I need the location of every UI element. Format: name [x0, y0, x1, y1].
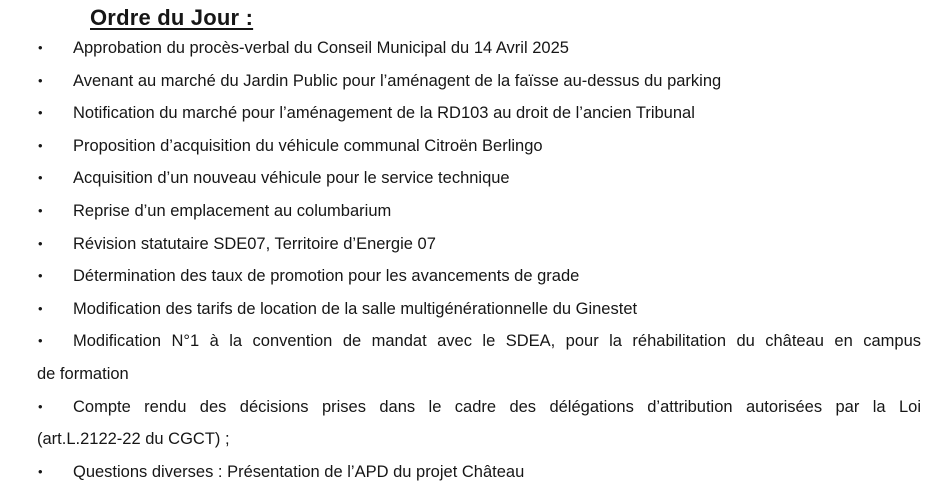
agenda-item-text: Modification des tarifs de location de la salle multigénérationnelle du Ginestet: [73, 299, 638, 318]
agenda-item-text: Approbation du procès-verbal du Conseil Municipal du 14 Avril 2025: [73, 39, 569, 57]
bullet-icon: •: [38, 398, 43, 414]
bullet-icon: •: [38, 72, 43, 88]
agenda-item-text: Questions diverses : Présentation de l’APD du projet Château: [73, 462, 525, 481]
bullet-icon: •: [38, 40, 43, 55]
agenda-item: [0, 162, 947, 195]
bullet-icon: •: [38, 105, 43, 121]
agenda-item: [0, 325, 947, 390]
bullet-icon: •: [38, 463, 43, 479]
agenda-item: [0, 195, 947, 228]
agenda-item-text-continued: (art.L.2122-22 du CGCT) ;: [37, 430, 230, 449]
bullet-icon: •: [38, 137, 43, 153]
bullet-icon: •: [38, 333, 43, 349]
agenda-item: [0, 65, 947, 98]
agenda-item-text: Avenant au marché du Jardin Public pour l’aménagent de la faïsse au-dessus du parking: [73, 71, 722, 90]
agenda-item-text: Notification du marché pour l’aménagement de la RD103 au droit de l’ancien Tribunal: [73, 104, 695, 123]
agenda-item-text: Acquisition d’un nouveau véhicule pour le service technique: [73, 169, 510, 188]
agenda-item: [0, 97, 947, 130]
agenda-item: [0, 32, 947, 65]
bullet-icon: •: [38, 202, 43, 218]
bullet-icon: •: [38, 235, 43, 251]
agenda-item: [0, 391, 947, 456]
agenda-title: Ordre du Jour :: [90, 5, 254, 30]
agenda-item-text: Reprise d’un emplacement au columbarium: [73, 201, 392, 220]
agenda-item: [0, 130, 947, 163]
agenda-item-text: Révision statutaire SDE07, Territoire d’Energie 07: [73, 234, 436, 253]
agenda-item: [0, 456, 947, 489]
bullet-icon: •: [38, 268, 43, 284]
agenda-list: [0, 32, 947, 488]
agenda-item-text: Modification N°1 à la convention de mandat avec le SDEA, pour la réhabilitation du château en campus: [73, 332, 921, 351]
agenda-item: [0, 260, 947, 293]
agenda-item-text: Compte rendu des décisions prises dans le cadre des délégations d’attribution autorisées par la Loi: [73, 397, 921, 416]
bullet-icon: •: [38, 300, 43, 316]
agenda-item-text-continued: de formation: [37, 364, 129, 383]
agenda-item: [0, 228, 947, 261]
agenda-item: [0, 293, 947, 326]
agenda-item-text: Proposition d’acquisition du véhicule communal Citroën Berlingo: [73, 136, 543, 155]
bullet-icon: •: [38, 170, 43, 186]
agenda-item-text: Détermination des taux de promotion pour les avancements de grade: [73, 267, 580, 286]
